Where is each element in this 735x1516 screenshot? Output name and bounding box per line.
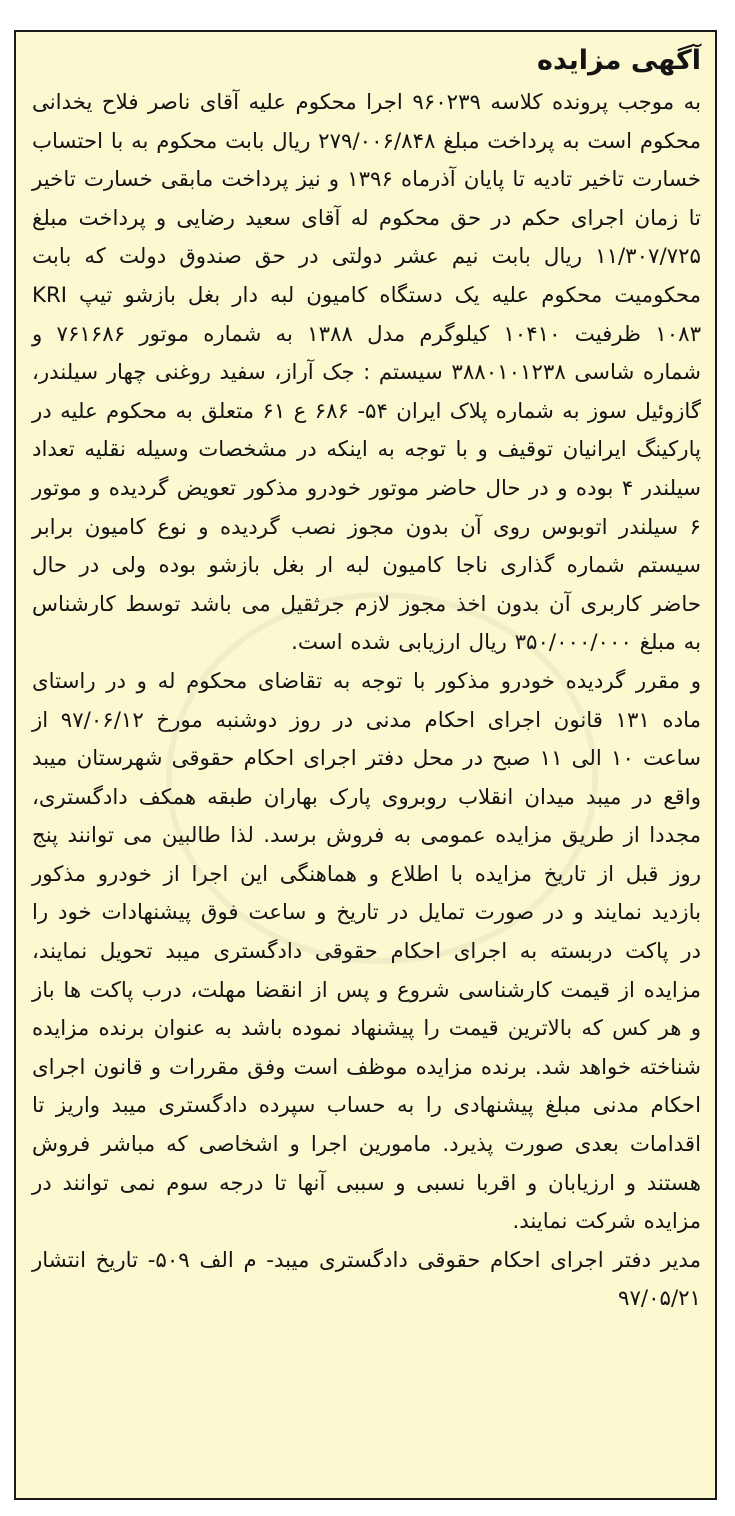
notice-paragraph-case-details: به موجب پرونده کلاسه ۹۶۰۲۳۹ اجرا محکوم علیه آقای ناصر فلاح یخدانی محکوم است به پرداخت مبلغ ۲۷۹/۰۰۶/۸۴۸ ریال بابت محکوم به با احتساب خسارت تاخیر تادیه تا پایان آذرماه ۱۳۹۶ و نیز پرداخت مابقی خسارت تاخیر تا زمان اجرای حکم در حق محکوم له آقای سعید رضایی و پرداخت مبلغ ۱۱/۳۰۷/۷۲۵ ریال بابت نیم عشر دولتی در حق صندوق دولت که بابت محکومیت محکوم علیه یک دستگاه کامیون لبه دار بغل بازشو تیپ KRI ۱۰۸۳ ظرفیت ۱۰۴۱۰ کیلوگرم مدل ۱۳۸۸ به شماره موتور ۷۶۱۶۸۶ و شماره شاسی ۳۸۸۰۱۰۱۲۳۸ سیستم : جک آراز، سفید روغنی چهار سیلندر، گازوئیل سوز به شماره پلاک ایران ۵۴- ۶۸۶ ع ۶۱ متعلق به محکوم علیه در پارکینگ ایرانیان توقیف و با توجه به اینکه در مشخصات وسیله نقلیه تعداد سیلندر ۴ بوده و در حال حاضر موتور خودرو مذکور تعویض گردیده و موتور ۶ سیلندر اتوبوس روی آن بدون مجوز نصب گردیده و نوع کامیون برابر سیستم شماره گذاری ناجا کامیون لبه ار بغل بازشو بوده ولی در حال حاضر کاربری آن بدون اخذ مجوز لازم جرثقیل می باشد توسط کارشناس به مبلغ ۳۵۰/۰۰۰/۰۰۰ ریال ارزیابی شده است. bbox=[32, 90, 702, 656]
notice-paragraph-auction-terms: و مقرر گردیده خودرو مذکور با توجه به تقاضای محکوم له و در راستای ماده ۱۳۱ قانون اجرای احکام مدنی در روز دوشنبه مورخ ۹۷/۰۶/۱۲ از ساعت ۱۰ الی ۱۱ صبح در محل دفتر اجرای احکام حقوقی شهرستان میبد واقع در میبد میدان انقلاب روبروی پارک بهاران طبقه همکف دادگستری، مجددا از طریق مزایده عمومی به فروش برسد. لذا طالبین می توانند پنج روز قبل از تاریخ مزایده با اطلاع و هماهنگی این اجرا از خودرو مذکور بازدید نمایند و در صورت تمایل در تاریخ و ساعت فوق پیشنهادات خود را در پاکت دربسته به اجرای احکام حقوقی دادگستری میبد تحویل نمایند، مزایده از قیمت کارشناسی شروع و پس از انقضا مهلت، درب پاکت ها باز و هر کس که بالاترین قیمت را پیشنهاد نموده باشد به عنوان برنده مزایده شناخته خواهد شد. برنده مزایده موظف است وفق مقررات و قانون اجرای احکام مدنی مبلغ پیشنهادی را به حساب سپرده دادگستری میبد واریز تا اقدامات بعدی صورت پذیرد. مامورین اجرا و اشخاصی که مباشر فروش هستند و ارزیابان و اقربا نسبی و سببی آنها تا درجه سوم نمی توانند در مزایده شرکت نمایند. bbox=[32, 668, 701, 1235]
notice-footer-signature: مدیر دفتر اجرای احکام حقوقی دادگستری میبد- م الف ۵۰۹- تاریخ انتشار ۹۷/۰۵/۲۱ bbox=[32, 1247, 701, 1312]
auction-notice-box bbox=[14, 30, 717, 1500]
notice-title: آگهی مزایده bbox=[537, 45, 701, 76]
